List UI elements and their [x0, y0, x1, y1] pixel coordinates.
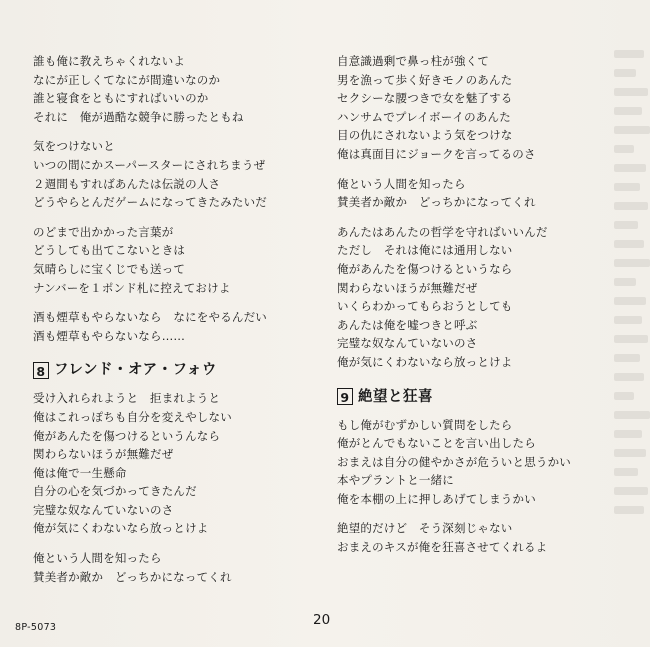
- lyric-stanza: [337, 223, 627, 372]
- lyric-stanza: [33, 223, 323, 297]
- lyric-line: 誰と寝食をともにすればいいのか: [33, 91, 209, 106]
- lyric-line: どうやらとんだゲームになってきたみたいだ: [33, 195, 267, 210]
- lyric-line: どうしても出てこないときは: [33, 243, 186, 258]
- lyric-line: 気晴らしに宝くじでも送って: [33, 261, 186, 276]
- right-stanzas-before: [337, 52, 627, 372]
- lyric-line: 男を漁って歩く好きモノのあんた: [337, 72, 513, 87]
- lyric-line: 俺があんたを傷つけるというんなら: [33, 428, 221, 443]
- lyric-line: 自意識過剰で鼻っ柱が強くて: [337, 54, 490, 68]
- lyric-line: 俺はこれっぽちも自分を変えやしない: [33, 409, 232, 424]
- lyric-line: あんたは俺を嘘つきと呼ぶ: [337, 317, 478, 332]
- song-heading-8: [33, 359, 323, 381]
- lyric-stanza: [337, 519, 627, 556]
- lyric-line: セクシーな腰つきで女を魅了する: [337, 91, 513, 106]
- lyric-line: 絶望的だけど そう深刻じゃない: [337, 521, 513, 536]
- page-number: 20: [313, 612, 331, 628]
- lyric-line: 目の仇にされないよう気をつけな: [337, 128, 513, 143]
- lyric-line: 関わらないほうが無難だぜ: [33, 447, 174, 462]
- catalog-code: 8P-5073: [15, 622, 57, 633]
- left-stanzas-before: [33, 52, 323, 345]
- lyric-line: ２週間もすればあんたは伝説の人さ: [33, 176, 221, 191]
- lyric-line: いくらわかってもらおうとしても: [337, 299, 513, 314]
- lyric-line: 俺は真面目にジョークを言ってるのさ: [337, 146, 536, 161]
- left-stanzas-after: [33, 389, 323, 586]
- lyric-line: もし俺がむずかしい質問をしたら: [337, 417, 513, 432]
- lyric-stanza: [33, 308, 323, 345]
- song-title: 絶望と狂喜: [358, 388, 433, 405]
- song-title: フレンド・オア・フォウ: [54, 362, 217, 379]
- track-number-box: 8: [33, 362, 49, 379]
- lyric-line: 酒も煙草もやらないなら なにをやるんだい: [33, 310, 267, 325]
- lyric-line: 酒も煙草もやらないなら……: [33, 328, 186, 343]
- lyric-line: 気をつけないと: [33, 139, 115, 154]
- lyric-stanza: [337, 175, 627, 212]
- right-column: [337, 52, 627, 568]
- lyric-line: いつの間にかスーパースターにされちまうぜ: [33, 157, 266, 172]
- lyric-line: 受け入れられようと 拒まれようと: [33, 391, 221, 406]
- lyric-stanza: [33, 137, 323, 211]
- lyric-line: ただし それは俺には通用しない: [337, 243, 513, 258]
- lyric-stanza: [33, 389, 323, 538]
- left-column: [33, 52, 323, 597]
- lyric-line: 俺という人間を知ったら: [33, 551, 162, 566]
- song-heading-9: [337, 386, 627, 408]
- lyric-line: 完璧な奴なんていないのさ: [337, 336, 478, 351]
- lyric-line: 賛美者か敵か どっちかになってくれ: [33, 569, 232, 584]
- lyric-line: 俺がとんでもないことを言い出したら: [337, 436, 536, 451]
- lyric-stanza: [337, 416, 627, 509]
- lyric-line: 完璧な奴なんていないのさ: [33, 502, 174, 517]
- lyric-stanza: [33, 52, 323, 126]
- lyric-line: 賛美者か敵か どっちかになってくれ: [337, 195, 536, 210]
- lyric-line: あんたはあんたの哲学を守ればいいんだ: [337, 224, 548, 239]
- lyric-line: 自分の心を気づかってきたんだ: [33, 484, 197, 499]
- lyric-stanza: [33, 549, 323, 586]
- lyric-stanza: [337, 52, 627, 164]
- lyric-line: 俺が気にくわないなら放っとけよ: [33, 521, 209, 536]
- lyric-line: 俺という人間を知ったら: [337, 176, 466, 191]
- lyric-line: 関わらないほうが無難だぜ: [337, 280, 478, 295]
- lyric-line: それに 俺が過酷な競争に勝ったともね: [33, 109, 244, 124]
- lyric-line: ナンバーを１ポンド札に控えておけよ: [33, 280, 231, 295]
- lyric-line: ハンサムでプレイボーイのあんた: [337, 109, 511, 124]
- lyric-line: 本やプラントと一緒に: [337, 473, 454, 488]
- lyric-line: 俺があんたを傷つけるというなら: [337, 261, 513, 276]
- lyric-line: 誰も俺に教えちゃくれないよ: [33, 54, 186, 68]
- lyric-line: 俺が気にくわないなら放っとけよ: [337, 354, 513, 369]
- lyric-line: のどまで出かかった言葉が: [33, 224, 174, 239]
- track-number-box: 9: [337, 388, 353, 405]
- right-stanzas-after: [337, 416, 627, 557]
- lyric-line: おまえのキスが俺を狂喜させてくれるよ: [337, 540, 548, 555]
- lyric-line: 俺を本棚の上に押しあげてしまうかい: [337, 491, 536, 506]
- lyric-line: なにが正しくてなにが間違いなのか: [33, 72, 221, 87]
- lyric-line: 俺は俺で一生懸命: [33, 465, 127, 480]
- lyric-line: おまえは自分の健やかさが危ういと思うかい: [337, 454, 571, 469]
